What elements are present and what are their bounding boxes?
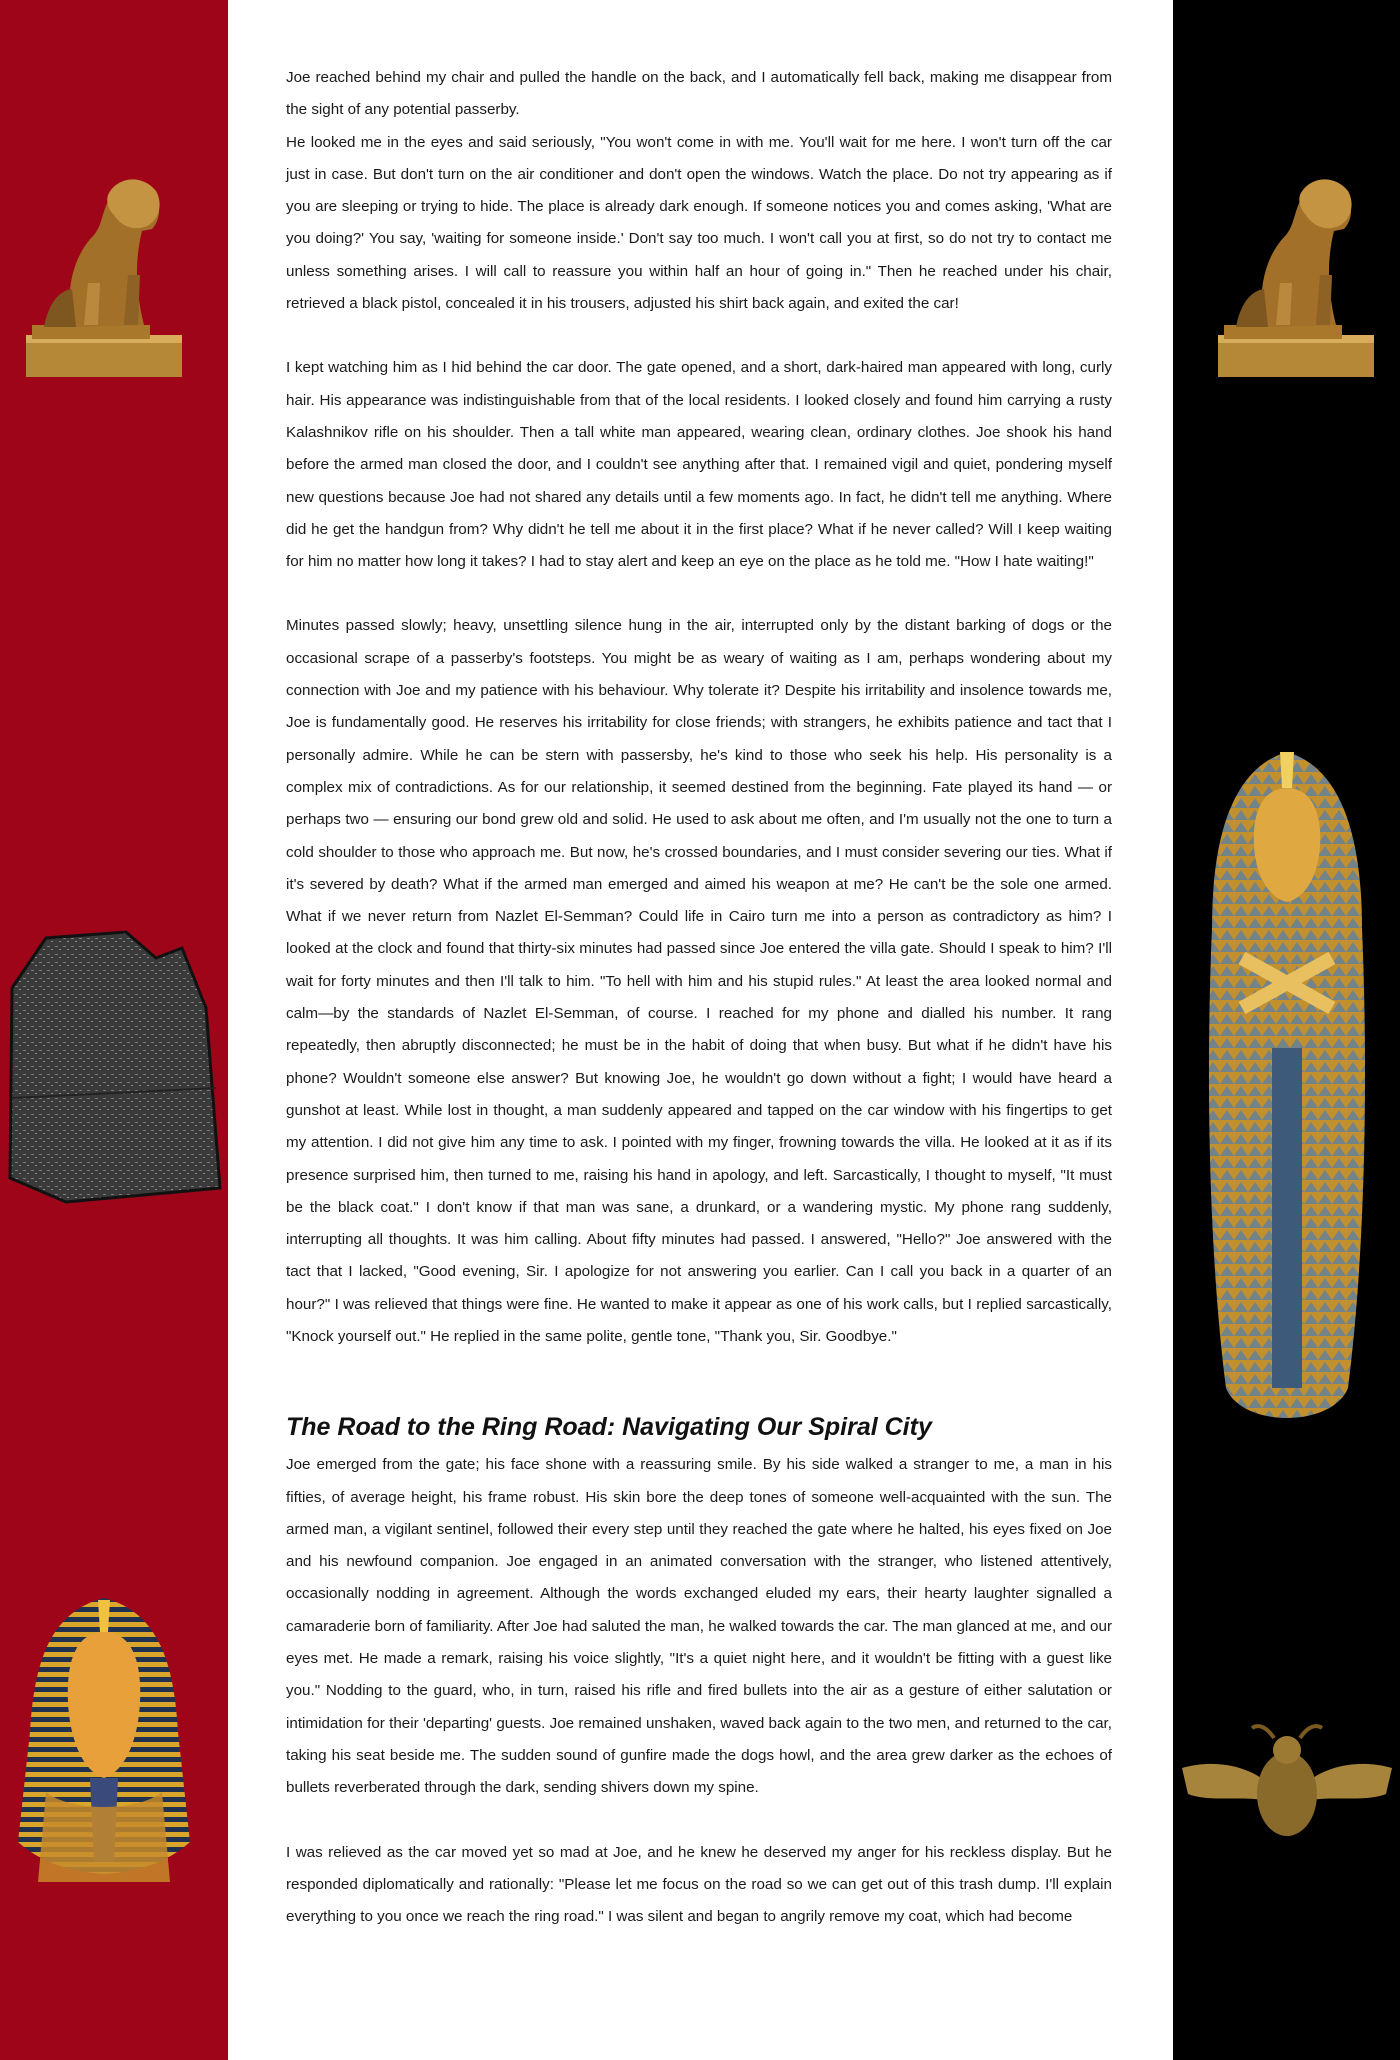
paragraph-spacer: [286, 578, 1112, 610]
paragraph: I was relieved as the car moved yet so mad at Joe, and he knew he deserved my anger for his reckless display. But he responded diplomatically and rationally: "Please let me focus on the road so we can get out of this trash dump. I'll explain everything to you once we reach the ring road." I was silent and began to angrily remove my coat, which had become: [286, 1843, 1112, 1926]
paragraph-spacer: [286, 1805, 1112, 1837]
winged-scarab-image: [1178, 1718, 1396, 1858]
paragraph: He looked me in the eyes and said seriously, "You won't come in with me. You'll wait for me here. I won't turn off the car just in case. But don't turn on the air conditioner and don't open the windows. Watch the place. Do not try appearing as if you are sleeping or trying to hide. The place is already dark enough. If someone notices you and comes asking, 'What are you doing?' You say, 'waiting for someone inside.' Don't say too much. I won't call you at first, so do not try to contact me unless something arises. I will call to reassure you within half an hour of going in." Then he reached under his chair, retrieved a black pistol, concealed it in his trousers, adjusted his shirt back again, and exited the car!: [286, 133, 1112, 313]
sarcophagus-image: [1192, 748, 1382, 1444]
paragraph: Joe emerged from the gate; his face shone with a reassuring smile. By his side walked a stranger to me, a man in his fifties, of average height, his frame robust. His skin bore the deep tones of someone well-acquainted with the sun. The armed man, a vigilant sentinel, followed their every step until they reached the gate where he halted, his eyes fixed on Joe and his newfound companion. Joe engaged in an animated conversation with the stranger, who listened attentively, occasionally nodding in agreement. Although the words exchanged eluded my ears, their hearty laughter signalled a camaraderie born of familiarity. After Joe had saluted the man, he walked towards the car. The man glanced at me, and our eyes met. He made a remark, raising his voice slightly, "It's a quiet night here, and it wouldn't be fitting with a guest like you." Nodding to the guard, who, in turn, raised his rifle and fired bullets into the air as a gesture of either salutation or intimidation for their 'departing' guests. Joe remained unshaken, waved back again to the two men, and returned to the car, taking his seat beside me. The sudden sound of gunfire made the dogs howl, and the area grew darker as the echoes of bullets reverberated through the dark, sending shivers down my spine.: [286, 1456, 1112, 1797]
lion-statue-image: [24, 165, 184, 380]
lion-statue-image: [1216, 165, 1376, 380]
paragraph: Minutes passed slowly; heavy, unsettling silence hung in the air, interrupted only by the distant barking of dogs or the occasional scrape of a passerby's footsteps. You might be as weary of waiting as I am, perhaps wondering about my connection with Joe and my patience with his behaviour. Why tolerate it? Despite his irritability and insolence towards me, Joe is fundamentally good. He reserves his irritability for close friends; with strangers, he exhibits patience and tact that I personally admire. While he can be stern with passersby, he's kind to those who seek his help. His personality is a complex mix of contradictions. As for our relationship, it seemed destined from the beginning. Fate played its hand — or perhaps two — ensuring our bond grew old and solid. He used to ask about me often, and I'm usually not the one to turn a cold shoulder to those who approach me. But now, he's crossed boundaries, and I must consider severing our ties. What if it's severed by death? What if the armed man emerged and aimed his weapon at me? He can't be the sole one armed. What if we never return from Nazlet El-Semman? Could life in Cairo turn me into a person as contradictory as him? I looked at the clock and found that thirty-six minutes had passed since Joe entered the villa gate. Should I speak to him? I'll wait for forty minutes and then I'll talk to him. "To hell with him and his stupid rules." At least the area looked normal and calm—by the standards of Nazlet El-Semman, of course. I reached for my phone and dialled his number. It rang repeatedly, then abruptly disconnected; he must be in the habit of doing that when busy. But what if he didn't have his phone? Wouldn't someone else answer? But knowing Joe, he wouldn't go down without a fight; I would have heard a gunshot at least. While lost in thought, a man suddenly appeared and tapped on the car window with his fingertips to get my attention. I did not give him any time to ask. I pointed with my finger, frowning towards the villa. He looked at it as if its presence surprised him, then turned to me, raising his hand in apology, and left. Sarcastically, I thought to myself, "It must be the black coat." I don't know if that man was sane, a drunkard, or a wandering mystic. My phone rang suddenly, interrupting all thoughts. It was him calling. About fifty minutes had passed. I answered, "Hello?" Joe answered with the tact that I lacked, "Good evening, Sir. I apologize for not answering you earlier. Can I call you back in a quarter of an hour?" I was relieved that things were fine. He wanted to make it appear as one of his work calls, but I replied sarcastically, "Knock yourself out." He replied in the same polite, gentle tone, "Thank you, Sir. Goodbye.": [286, 617, 1112, 1345]
section-heading: The Road to the Ring Road: Navigating Our Spiral City: [286, 1413, 932, 1442]
rosetta-stone-image: [6, 928, 222, 1206]
paragraph: I kept watching him as I hid behind the car door. The gate opened, and a short, dark-haired man appeared with long, curly hair. His appearance was indistinguishable from that of the local residents. I looked closely and found him carrying a rusty Kalashnikov rifle on his shoulder. Then a tall white man appeared, wearing clean, ordinary clothes. Joe shook his hand before the armed man closed the door, and I couldn't see anything after that. I remained vigil and quiet, pondering myself new questions because Joe had not shared any details until a few moments ago. In fact, he didn't tell me anything. Where did he get the handgun from? Why didn't he tell me about it in the first place? What if he never called? Will I keep waiting for him no matter how long it takes? I had to stay alert and keep an eye on the place as he told me. "How I hate waiting!": [286, 359, 1112, 571]
article-body: [286, 62, 1112, 1933]
tutankhamun-mask-image: [10, 1592, 198, 1892]
paragraph: Joe reached behind my chair and pulled the handle on the back, and I automatically fell back, making me disappear from the sight of any potential passerby.: [286, 69, 1112, 119]
paragraph-spacer: [286, 320, 1112, 352]
